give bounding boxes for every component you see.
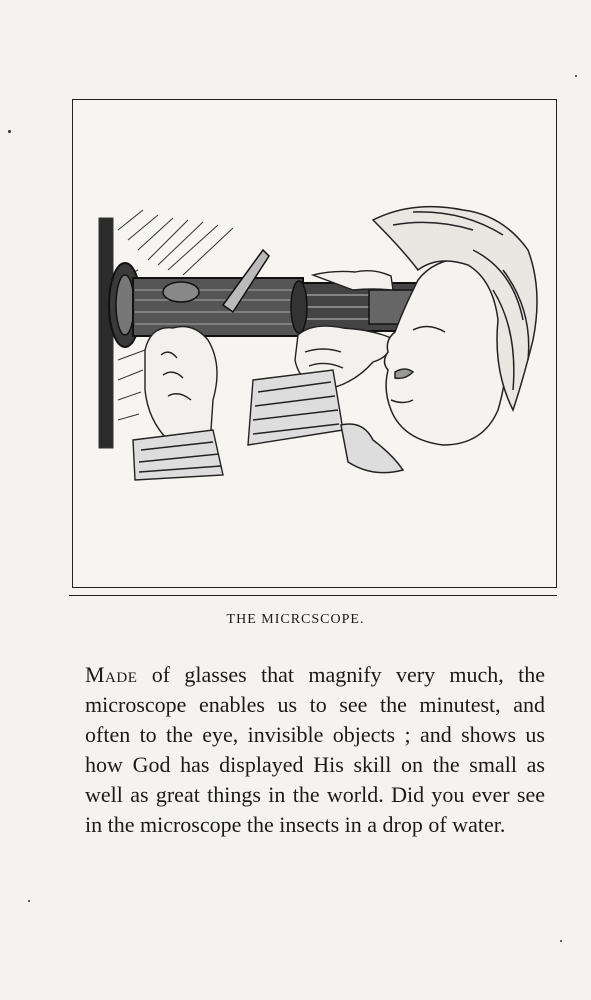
paper-speck (8, 130, 11, 133)
paragraph-text: of glasses that magnify very much, the microscope enables us to see the minutest, and often to the eye, invisible objects ; and shows us how God has displayed His skill on the small as well as great things in the world. Did you ever see in the microscope the insects in a drop of water. (85, 662, 545, 837)
lead-word: Made (85, 662, 138, 687)
engraving-plate (72, 99, 557, 588)
plate-caption: THE MICRCSCOPE. (226, 612, 365, 627)
paper-speck (560, 940, 562, 942)
caption-rule (69, 595, 557, 596)
paper-speck (28, 900, 30, 902)
paper-speck (575, 75, 577, 77)
body-paragraph (85, 660, 545, 840)
left-hand (133, 327, 223, 481)
microscope-engraving (73, 100, 557, 588)
